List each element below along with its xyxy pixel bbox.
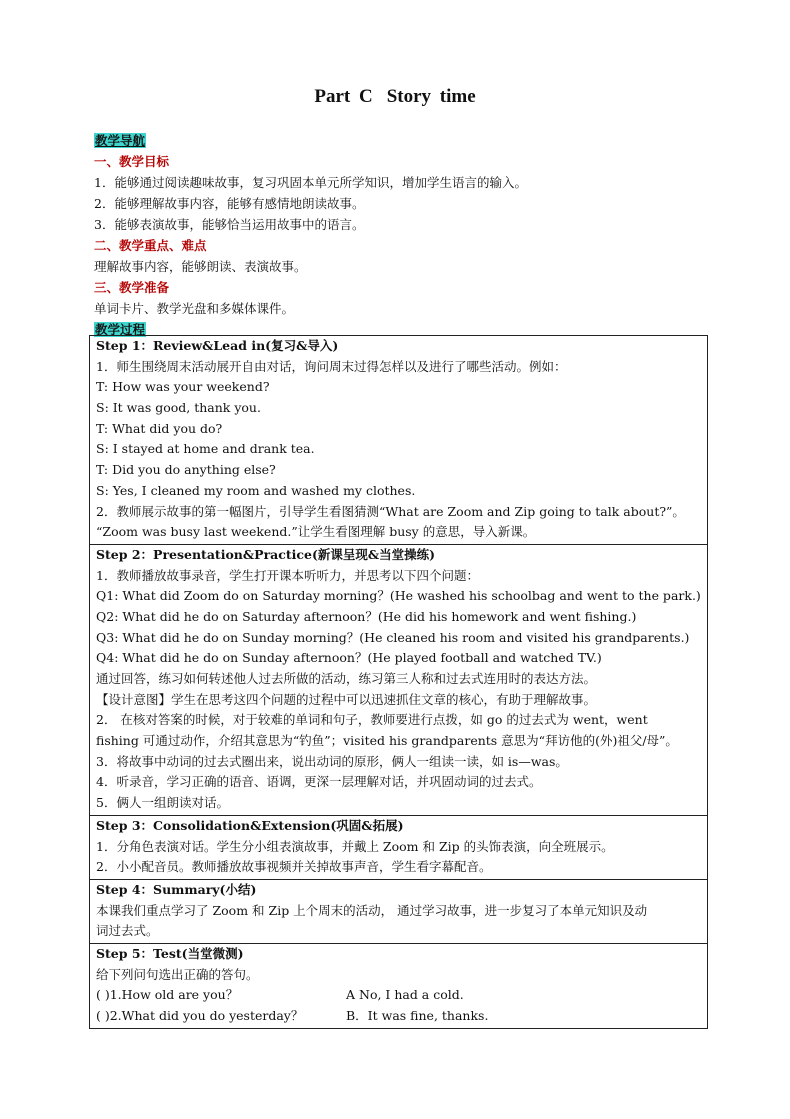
teaching-process-table (89, 335, 708, 1029)
step-line: 4．听录音，学习正确的语音、语调，更深一层理解对话，并巩固动词的过去式。 (96, 774, 542, 790)
step-row (90, 815, 708, 879)
step-line: Q2: What did he do on Saturday afternoon？(He did his homework and went fishing.) (96, 608, 637, 624)
step-title: Step 3：Consolidation&Extension(巩固&拓展) (96, 817, 404, 833)
step-line: 1．分角色表演对话。学生分小组表演故事，并戴上 Zoom 和 Zip 的头饰表演，向全班展示。 (96, 838, 614, 854)
preparation-text: 单词卡片、教学光盘和多媒体课件。 (94, 301, 295, 316)
step-title: Step 4：Summary(小结) (96, 881, 257, 897)
step-line: “Zoom was busy last weekend.”让学生看图理解 busy 的意思，导入新课。 (96, 524, 536, 540)
test-item (96, 1006, 701, 1027)
step-row (90, 544, 708, 815)
step-title: Step 1：Review&Lead in(复习&导入) (96, 338, 339, 353)
step-line: 1．师生围绕周末活动展开自由对话，询问周末过得怎样以及进行了哪些活动。例如： (96, 358, 567, 374)
step-line: 3．将故事中动词的过去式圈出来，说出动词的原形，俩人一组读一读，如 is—was。 (96, 753, 568, 769)
step-line: S: Yes, I cleaned my room and washed my clothes. (96, 482, 416, 498)
teaching-navigation (94, 130, 709, 340)
preparation-heading: 三、教学准备 (94, 280, 170, 295)
step-line: 2． 在核对答案的时候，对于较难的单词和句子，教师要进行点拨，如 go 的过去式为 went，went (96, 712, 648, 728)
step-line: 5．俩人一组朗读对话。 (96, 795, 229, 811)
test-question: ( )2.What did you do yesterday？ (96, 1008, 304, 1023)
step-line: 【设计意图】学生在思考这四个问题的过程中可以迅速抓住文章的核心，有助于理解故事。 (96, 691, 597, 707)
goal-item: 3．能够表演故事，能够恰当运用故事中的语言。 (94, 217, 365, 232)
step-line: Q1: What did Zoom do on Saturday morning？(He washed his schoolbag and went to the park.) (96, 588, 701, 604)
key-points-heading: 二、教学重点、难点 (94, 238, 207, 253)
test-answer: A No, I had a cold. (346, 987, 464, 1003)
step-line: 本课我们重点学习了 Zoom 和 Zip 上个周末的活动， 通过学习故事，进一步复习了本单元知识及动 (96, 902, 648, 918)
step-title: Step 5：Test(当堂微测) (96, 945, 244, 961)
step-line: 通过回答，练习如何转述他人过去所做的活动，练习第三人称和过去式连用时的表达方法。 (96, 671, 597, 686)
step-line: S: It was good, thank you. (96, 400, 261, 416)
goals-heading: 一、教学目标 (94, 154, 170, 169)
step-line: T: Did you do anything else? (96, 462, 276, 478)
step-row (90, 943, 708, 1028)
key-points-text: 理解故事内容，能够朗读、表演故事。 (94, 259, 307, 274)
process-label: 教学过程 (95, 322, 146, 337)
step-line: 词过去式。 (96, 923, 159, 939)
step-line: 2．教师展示故事的第一幅图片，引导学生看图猜测“What are Zoom and Zip going to talk about?”。 (96, 503, 685, 519)
step-line: Q4: What did he do on Sunday afternoon？(He played football and watched TV.) (96, 650, 602, 666)
step-line: S: I stayed at home and drank tea. (96, 441, 315, 457)
step-title: Step 2：Presentation&Practice(新课呈现&当堂操练) (96, 546, 436, 562)
test-item (96, 985, 701, 1006)
step-row (90, 336, 708, 545)
nav-label: 教学导航 (95, 133, 146, 148)
title-name: Story time (386, 86, 476, 107)
step-line: 2．小小配音员。教师播放故事视频并关掉故事声音，学生看字幕配音。 (96, 859, 492, 875)
step-line: Q3: What did he do on Sunday morning？(He cleaned his room and visited his grandparents.) (96, 629, 690, 645)
step-line: T: What did you do? (96, 420, 223, 436)
step-row (90, 879, 708, 943)
title-part: Part C (314, 86, 373, 107)
test-instruction: 给下列问句选出正确的答句。 (96, 966, 259, 982)
goal-item: 2．能够理解故事内容，能够有感情地朗读故事。 (94, 196, 365, 211)
step-line: T: How was your weekend? (96, 379, 270, 395)
test-question: ( )1.How old are you？ (96, 987, 239, 1003)
test-answer: B．It was fine, thanks. (346, 1008, 489, 1023)
step-line: 1．教师播放故事录音，学生打开课本听听力，并思考以下四个问题： (96, 567, 479, 583)
step-line: fishing 可通过动作，介绍其意思为“钓鱼”；visited his grandparents 意思为“拜访他的(外)祖父/母”。 (96, 733, 678, 749)
page-title (0, 86, 790, 108)
goal-item: 1．能够通过阅读趣味故事，复习巩固本单元所学知识，增加学生语言的输入。 (94, 175, 527, 190)
